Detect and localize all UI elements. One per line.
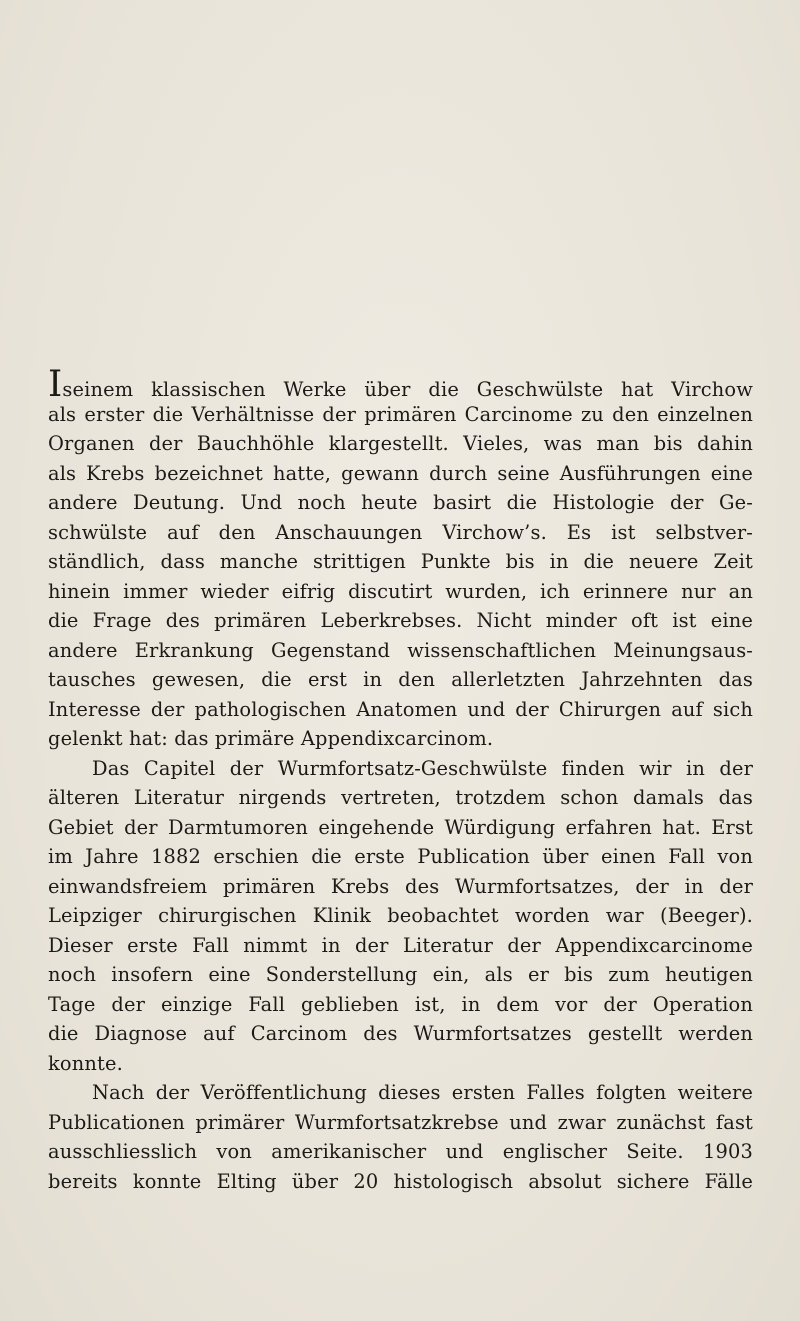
line-text: einwandsfreiem primären Krebs des Wurmfortsatzes, der in der	[48, 874, 753, 898]
line-text: Tage der einzige Fall geblieben ist, in dem vor der Operation	[48, 992, 753, 1016]
text-line	[48, 960, 753, 990]
line-text: die Diagnose auf Carcinom des Wurmfortsatzes gestellt werden	[48, 1022, 753, 1045]
text-line	[48, 813, 753, 843]
line-text: Leipziger chirurgischen Klinik beobachtet worden war (Beeger).	[48, 904, 753, 927]
text-line	[48, 724, 753, 754]
text-line	[48, 429, 753, 459]
line-text: ausschliesslich von amerikanischer und englischer Seite. 1903	[48, 1140, 753, 1163]
line-text: älteren Literatur nirgends vertreten, trotzdem schon damals das	[48, 786, 753, 809]
text-line	[48, 606, 753, 636]
text-line	[48, 1108, 753, 1138]
text-line	[48, 842, 753, 872]
text-line	[48, 400, 753, 430]
text-line	[48, 665, 753, 695]
text-line	[48, 901, 753, 931]
line-text: gelenkt hat: das primäre Appendixcarcinom.	[48, 727, 494, 750]
line-text: noch insofern eine Sonderstellung ein, als er bis zum heutigen	[48, 963, 753, 986]
text-line	[48, 1078, 753, 1108]
text-line	[48, 931, 753, 961]
text-line	[48, 1137, 753, 1167]
line-text: Publicationen primärer Wurmfortsatzkrebse und zwar zunächst fast	[48, 1110, 753, 1134]
text-line	[48, 1167, 753, 1197]
text-line	[48, 754, 753, 784]
line-text: andere Deutung. Und noch heute basirt die Histologie der Ge-	[48, 491, 753, 514]
line-text: als Krebs bezeichnet hatte, gewann durch seine Ausführungen eine	[48, 461, 753, 485]
text-line	[48, 547, 753, 577]
line-text: Dieser erste Fall nimmt in der Literatur der Appendixcarcinome	[48, 933, 753, 957]
line-text: Das Capitel der Wurmfortsatz-Geschwülste finden wir in der	[92, 756, 753, 780]
text-line	[48, 459, 753, 489]
line-text: im Jahre 1882 erschien die erste Publication über einen Fall von	[48, 845, 753, 868]
line-text: konnte.	[48, 1051, 123, 1075]
line-text: hinein immer wieder eifrig discutirt wurden, ich erinnere nur an	[48, 579, 753, 603]
text-line	[48, 518, 753, 548]
line-text: die Frage des primären Leberkrebses. Nicht minder oft ist eine	[48, 609, 753, 632]
line-text: Gebiet der Darmtumoren eingehende Würdigung erfahren hat. Erst	[48, 815, 753, 839]
line-text: schwülste auf den Anschauungen Virchow’s. Es ist selbstver-	[48, 520, 753, 544]
text-line	[48, 488, 753, 518]
line-text: Organen der Bauchhöhle klargestellt. Vieles, was man bis dahin	[48, 432, 753, 455]
text-line	[48, 990, 753, 1020]
text-line	[48, 1049, 753, 1079]
text-line	[48, 577, 753, 607]
text-line	[48, 364, 753, 405]
body-text	[48, 364, 753, 1196]
line-text: Nach der Veröffentlichung dieses ersten Falles folgten weitere	[92, 1081, 753, 1104]
text-line	[48, 783, 753, 813]
line-text: tausches gewesen, die erst in den allerletzten Jahrzehnten das	[48, 668, 753, 691]
line-text: ständlich, dass manche strittigen Punkte bis in die neuere Zeit	[48, 550, 753, 573]
line-text: andere Erkrankung Gegenstand wissenschaftlichen Meinungsaus-	[48, 638, 753, 662]
text-line	[48, 695, 753, 725]
text-line	[48, 1019, 753, 1049]
initial-letter: I	[48, 364, 63, 405]
text-line	[48, 636, 753, 666]
text-line	[48, 872, 753, 902]
line-text: Interesse der pathologischen Anatomen und der Chirurgen auf sich	[48, 697, 753, 721]
line-text: seinem klassischen Werke über die Geschwülste hat Virchow	[62, 378, 753, 401]
line-text: als erster die Verhältnisse der primären Carcinome zu den einzelnen	[48, 402, 753, 426]
line-text: bereits konnte Elting über 20 histologisch absolut sichere Fälle	[48, 1169, 753, 1193]
